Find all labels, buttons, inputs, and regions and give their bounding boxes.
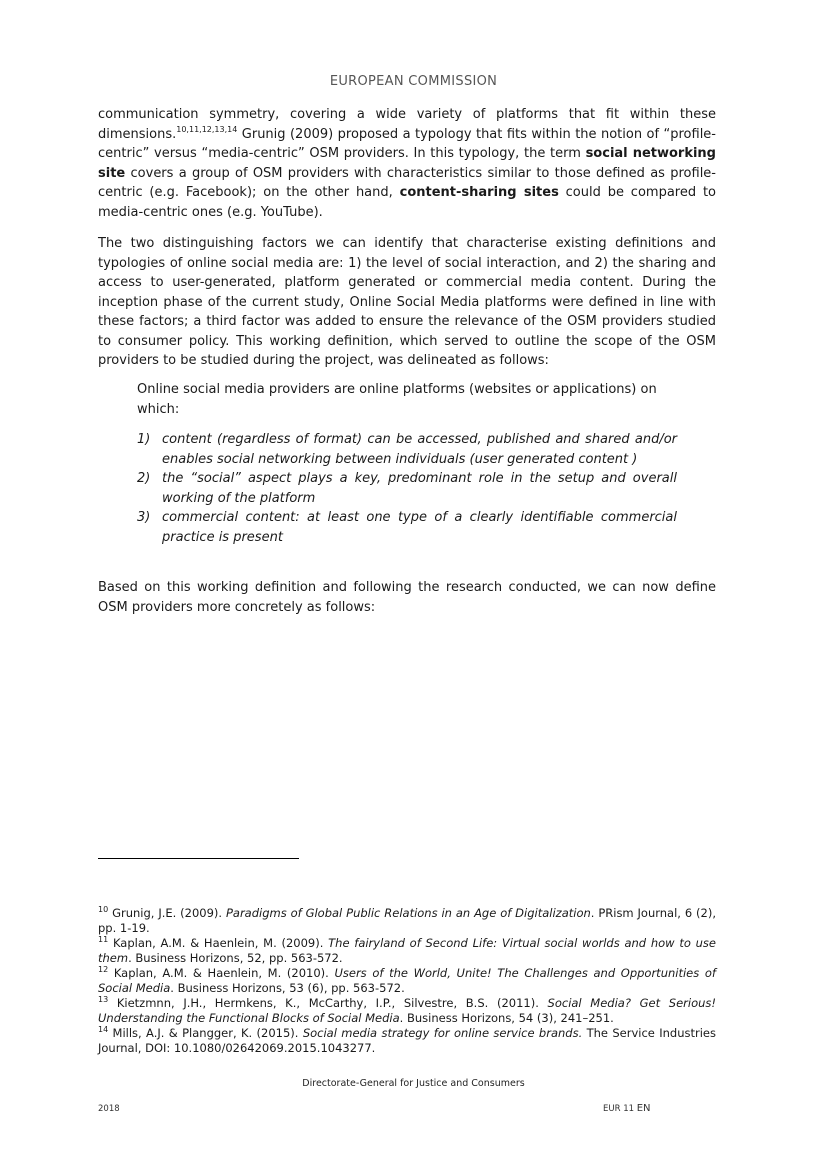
paragraph-typology xyxy=(98,105,716,222)
footnote-title: Paradigms of Global Public Relations in an Age of Digitalization xyxy=(225,906,591,920)
term-content-sharing-sites: content-sharing sites xyxy=(399,185,559,200)
doc-code: EUR 11 xyxy=(603,1104,635,1114)
item-text: the “social” aspect plays a key, predominant role in the setup and overall working of the platform xyxy=(162,471,677,506)
footnote-text: Kaplan, A.M. & Haenlein, M. (2010). xyxy=(108,966,335,980)
footnote-text: . Business Horizons, 52, pp. 563-572. xyxy=(128,951,343,965)
definition-item xyxy=(137,469,677,508)
footnote-10 xyxy=(98,906,716,936)
language-code: EN xyxy=(636,1103,651,1114)
footnote-text: . PRism Journal, 6 (2), pp. 1-19. xyxy=(98,906,716,935)
p1-text-4: could be compared to media-centric ones (e.g. YouTube). xyxy=(98,185,716,220)
footnote-number: 10 xyxy=(98,905,109,914)
paragraph-conclusion xyxy=(98,578,716,617)
footnote-title: The fairyland of Second Life: Virtual social worlds and how to use them xyxy=(98,936,716,965)
definition-intro: Online social media providers are online platforms (websites or applications) on which: xyxy=(137,382,657,417)
item-text: content (regardless of format) can be accessed, published and shared and/or enables social networking between individuals (user generated content ) xyxy=(162,432,677,467)
footnote-number: 11 xyxy=(98,935,109,944)
footnote-text: Mills, A.J. & Plangger, K. (2015). xyxy=(108,1026,303,1040)
footnote-title: Users of the World, Unite! The Challenges and Opportunities of Social Media xyxy=(98,966,716,995)
definition-list xyxy=(137,430,677,547)
footnote-title: Social Media? Get Serious! Understanding the Functional Blocks of Social Media xyxy=(98,996,716,1025)
page-header: EUROPEAN COMMISSION xyxy=(329,74,498,89)
footnote-number: 13 xyxy=(98,995,109,1004)
footnote-text: Kaplan, A.M. & Haenlein, M. (2009). xyxy=(108,936,329,950)
footnote-text: . Business Horizons, 53 (6), pp. 563-572. xyxy=(170,981,405,995)
item-number: 3) xyxy=(137,510,151,525)
footer-doc-code xyxy=(603,1103,651,1114)
p2-text: The two distinguishing factors we can identify that characterise existing definitions and typologies of online social media are: 1) the level of social interaction, and 2) the sharing and access to user-generated, platform generated or commercial media content. During the inception phase of the current study, Online Social Media platforms were defined in line with these factors; a third factor was added to ensure the relevance of the OSM providers studied to consumer policy. This working definition, which served to outline the scope of the OSM providers to be studied during the project, was delineated as follows: xyxy=(98,236,716,368)
footnote-number: 12 xyxy=(98,965,109,974)
footnote-text: The Service Industries Journal, DOI: 10.1080/02642069.2015.1043277. xyxy=(98,1026,716,1055)
working-definition-block xyxy=(137,380,677,547)
paragraph-factors xyxy=(98,234,716,371)
footer-year: 2018 xyxy=(98,1104,120,1114)
footnote-11 xyxy=(98,936,716,966)
footnote-14 xyxy=(98,1026,716,1056)
footer-directorate: Directorate-General for Justice and Consumers xyxy=(302,1078,525,1089)
p1-text-3: covers a group of OSM providers with characteristics similar to those defined as profile-centric (e.g. Facebook); on the other hand, xyxy=(98,165,716,200)
footnote-title: Social media strategy for online service brands. xyxy=(302,1026,583,1040)
p1-text-2: Grunig (2009) proposed a typology that fits within the notion of “profile-centric” versus “media-centric” OSM providers. In this typology, the term xyxy=(98,126,716,161)
item-text: commercial content: at least one type of a clearly identifiable commercial practice is present xyxy=(162,510,677,545)
footnote-12 xyxy=(98,966,716,996)
definition-item xyxy=(137,430,677,469)
p4-text: Based on this working definition and following the research conducted, we can now define OSM providers more concretely as follows: xyxy=(98,580,716,615)
term-social-networking-site: social networking site xyxy=(98,146,716,181)
footnote-number: 14 xyxy=(98,1025,109,1034)
item-number: 2) xyxy=(137,471,151,486)
footnote-text: Grunig, J.E. (2009). xyxy=(108,906,226,920)
footnote-text: Kietzmnn, J.H., Hermkens, K., McCarthy, I.P., Silvestre, B.S. (2011). xyxy=(108,996,548,1010)
definition-item xyxy=(137,508,677,547)
footnotes xyxy=(98,906,716,1056)
footnote-13 xyxy=(98,996,716,1026)
footnote-separator xyxy=(98,858,299,859)
p1-text-1: communication symmetry, covering a wide variety of platforms that fit within these dimensions. xyxy=(98,107,716,142)
item-number: 1) xyxy=(137,432,151,447)
footnote-text: . Business Horizons, 54 (3), 241–251. xyxy=(399,1011,614,1025)
footnote-refs[interactable]: 10,11,12,13,14 xyxy=(176,124,238,134)
